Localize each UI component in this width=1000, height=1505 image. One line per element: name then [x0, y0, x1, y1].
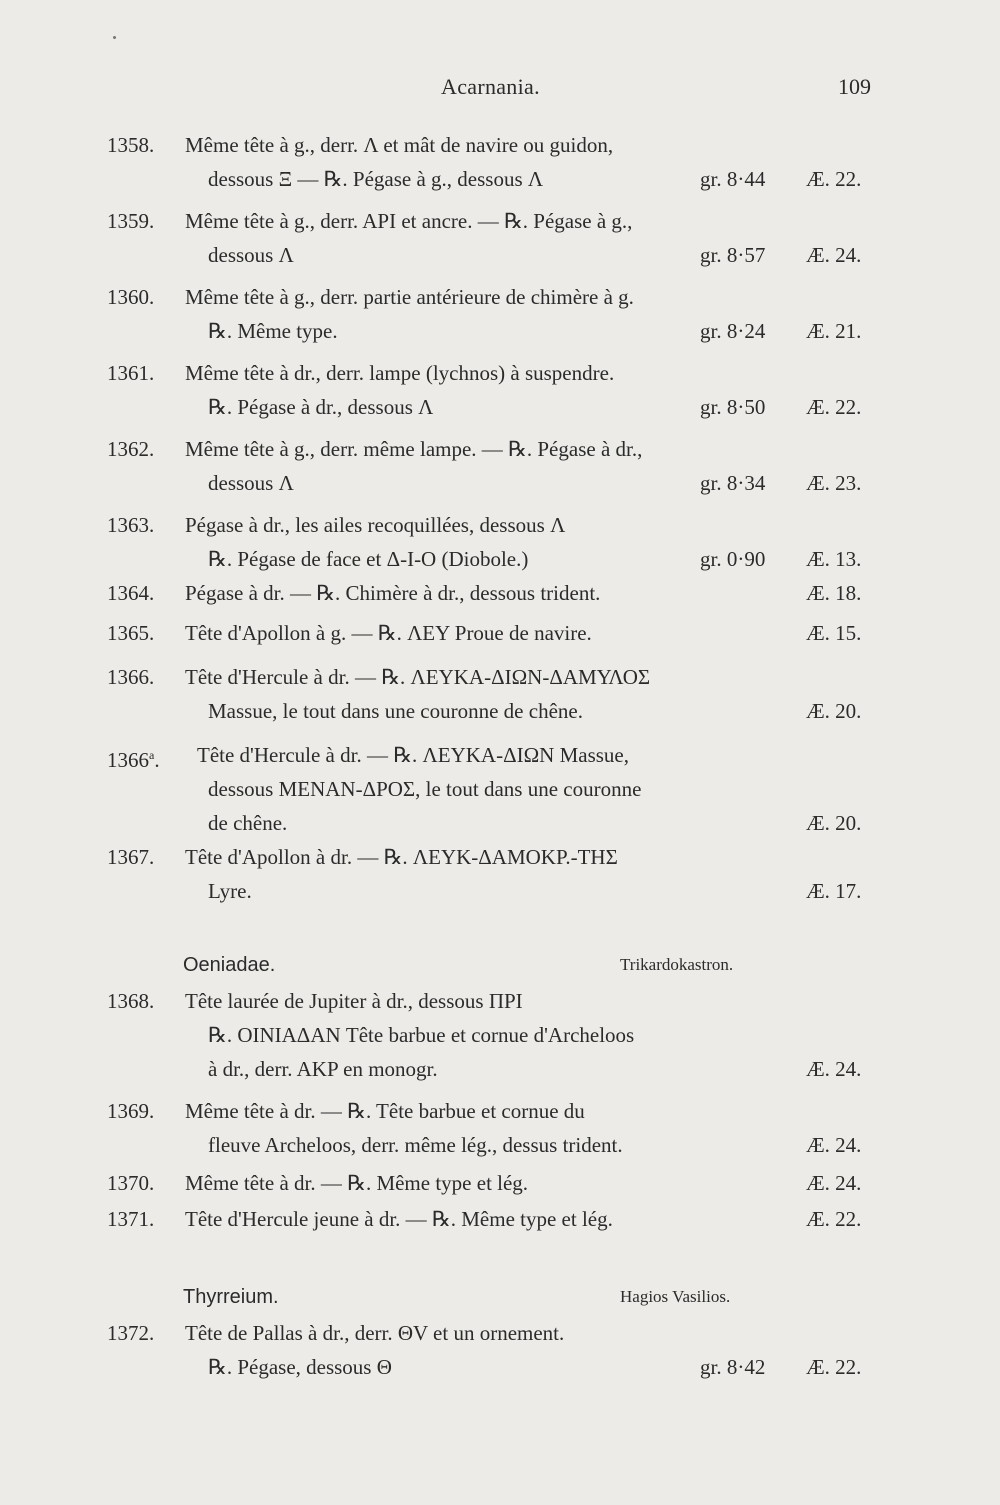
entry-line: [0, 874, 1000, 908]
entry-number-text: 1365.: [107, 621, 155, 645]
entry-number-text: 1366.: [107, 665, 155, 689]
entry-weight: gr. 8·24: [700, 319, 766, 343]
entry-metal-size: Æ. 17.: [806, 879, 862, 903]
entry-metal-size: Æ. 20.: [806, 699, 862, 723]
entry-number-text: 1372.: [107, 1321, 155, 1345]
entry-line: [0, 694, 1000, 728]
entry-number: [107, 204, 154, 238]
entry-number: [107, 508, 154, 542]
entry-metal-size: Æ. 24.: [806, 1171, 862, 1195]
entry-description-continued: ℞. Pégase de face et Δ-I-O (Diobole.): [208, 547, 529, 571]
entry-line: [0, 390, 1000, 424]
entry-description-continued: ℞. Même type.: [208, 319, 338, 343]
running-head: [0, 74, 1000, 104]
entry-line: [0, 356, 1000, 390]
entry-line: [0, 162, 1000, 196]
entry-line: [0, 1350, 1000, 1384]
entry-description-continued: Lyre.: [208, 879, 252, 903]
entry-number-text: 1361.: [107, 361, 155, 385]
entry-line: [0, 238, 1000, 272]
entry-line: [0, 1128, 1000, 1162]
catalogue-entry: [0, 280, 1000, 348]
entry-line: [0, 128, 1000, 162]
page-number: 109: [838, 74, 871, 99]
entry-description: Tête d'Apollon à g. — ℞. ΛΕΥ Proue de navire.: [185, 621, 592, 645]
entry-description: Tête d'Hercule à dr. — ℞. ΛΕΥΚΑ-ΔΙΩΝ-ΔΑΜΥΛΟΣ: [185, 665, 651, 689]
entry-line: [0, 1052, 1000, 1086]
entry-description: Même tête à g., derr. Λ et mât de navire ou guidon,: [185, 133, 614, 157]
catalogue-entry: [0, 204, 1000, 272]
entry-weight: gr. 8·42: [700, 1355, 766, 1379]
section-header-oeniadae: [0, 948, 1000, 982]
entry-description: Pégase à dr. — ℞. Chimère à dr., dessous trident.: [185, 581, 601, 605]
entry-line: [0, 1166, 1000, 1200]
entry-number: [107, 616, 154, 650]
entry-number: [107, 660, 154, 694]
catalogue-entry: [0, 576, 1000, 610]
entry-line: [0, 772, 1000, 806]
entry-line: [0, 314, 1000, 348]
entry-description: Même tête à g., derr. API et ancre. — ℞. Pégase à g.,: [185, 209, 633, 233]
section-location: Trikardokastron.: [620, 955, 734, 974]
entry-number: [107, 1316, 154, 1350]
entry-line: [0, 204, 1000, 238]
section-header-thyrreium: [0, 1280, 1000, 1314]
entry-description: Tête d'Hercule à dr. — ℞. ΛΕΥΚΑ-ΔΙΩΝ Massue,: [197, 743, 629, 767]
entry-number: [107, 840, 154, 874]
entry-metal-size: Æ. 18.: [806, 581, 862, 605]
entry-metal-size: Æ. 23.: [806, 471, 862, 495]
entry-description: Même tête à g., derr. même lampe. — ℞. Pégase à dr.,: [185, 437, 643, 461]
entry-description: Même tête à dr. — ℞. Même type et lég.: [185, 1171, 529, 1195]
entry-metal-size: Æ. 24.: [806, 1133, 862, 1157]
entry-number-text: 1369.: [107, 1099, 155, 1123]
entry-metal-size: Æ. 22.: [806, 395, 862, 419]
entry-description: Pégase à dr., les ailes recoquillées, dessous Λ: [185, 513, 566, 537]
entry-weight: gr. 0·90: [700, 547, 766, 571]
entry-line: [0, 660, 1000, 694]
catalogue-entry: [0, 616, 1000, 650]
entry-description-continued: dessous Ξ — ℞. Pégase à g., dessous Λ: [208, 167, 544, 191]
entry-number: [107, 1202, 154, 1236]
entry-number-superscript: a: [149, 748, 155, 762]
entry-number: [107, 1166, 154, 1200]
running-head-title: Acarnania.: [441, 74, 540, 99]
catalogue-entry: [0, 128, 1000, 196]
entry-weight: gr. 8·57: [700, 243, 766, 267]
entry-line: [0, 806, 1000, 840]
entry-line: [0, 508, 1000, 542]
entry-metal-size: Æ. 13.: [806, 547, 862, 571]
entry-metal-size: Æ. 21.: [806, 319, 862, 343]
entry-number-suffix: .: [154, 748, 160, 772]
catalogue-entry: [0, 356, 1000, 424]
entry-description: Tête d'Hercule jeune à dr. — ℞. Même type et lég.: [185, 1207, 613, 1231]
entry-description: Tête laurée de Jupiter à dr., dessous ΠΡΙ: [185, 989, 523, 1013]
entry-line: [0, 616, 1000, 650]
entry-number: [107, 576, 154, 610]
entry-description: Tête de Pallas à dr., derr. ΘV et un ornement.: [185, 1321, 565, 1345]
entry-line: [0, 280, 1000, 314]
entry-metal-size: Æ. 22.: [806, 1355, 862, 1379]
entry-description: Tête d'Apollon à dr. — ℞. ΛΕΥΚ-ΔΑΜΟΚΡ.-ΤΗΣ: [185, 845, 618, 869]
entry-number-text: 1370.: [107, 1171, 155, 1195]
entry-line: [0, 1018, 1000, 1052]
entry-line: [0, 1094, 1000, 1128]
entry-line: [0, 840, 1000, 874]
entry-number-text: 1366: [107, 748, 149, 772]
entry-description-continued: fleuve Archeloos, derr. même lég., dessus trident.: [208, 1133, 623, 1157]
entry-line: [0, 542, 1000, 576]
entry-weight: gr. 8·34: [700, 471, 766, 495]
entry-number-text: 1362.: [107, 437, 155, 461]
catalogue-entry: [0, 1166, 1000, 1200]
entry-number: [107, 128, 154, 162]
ink-speck: [113, 36, 116, 39]
entry-number: [107, 984, 154, 1018]
catalogue-entry: [0, 432, 1000, 500]
entry-line: [0, 1316, 1000, 1350]
entry-metal-size: Æ. 24.: [806, 1057, 862, 1081]
entry-description-continued: ℞. Pégase à dr., dessous Λ: [208, 395, 434, 419]
entry-description-continued: ℞. ΟΙΝΙΑΔΑΝ Tête barbue et cornue d'Archeloos: [208, 1023, 635, 1047]
catalogue-entry: [0, 1316, 1000, 1384]
entry-line: [0, 432, 1000, 466]
entry-line: [0, 984, 1000, 1018]
entry-number: [107, 280, 154, 314]
entry-line: [0, 576, 1000, 610]
entry-number: [107, 356, 154, 390]
entry-number-text: 1367.: [107, 845, 155, 869]
entry-description-continued: Massue, le tout dans une couronne de chêne.: [208, 699, 583, 723]
entry-number: [107, 1094, 154, 1128]
catalogue-entry: [0, 738, 1000, 840]
section-title: Oeniadae.: [183, 954, 276, 976]
entry-number-text: 1358.: [107, 133, 155, 157]
catalogue-entry: [0, 660, 1000, 728]
entry-number-text: 1363.: [107, 513, 155, 537]
entry-description-continued: à dr., derr. AKP en monogr.: [208, 1057, 438, 1081]
catalogue-entry: [0, 1094, 1000, 1162]
catalogue-entry: [0, 984, 1000, 1086]
section-title: Thyrreium.: [183, 1286, 279, 1308]
entry-description: Même tête à g., derr. partie antérieure de chimère à g.: [185, 285, 634, 309]
entry-description-continued: dessous ΜΕΝΑΝ-ΔΡΟΣ, le tout dans une couronne: [208, 777, 642, 801]
entry-line: [0, 1202, 1000, 1236]
entry-line: [0, 466, 1000, 500]
entry-number-text: 1364.: [107, 581, 155, 605]
entry-description-continued: de chêne.: [208, 811, 288, 835]
entry-metal-size: Æ. 15.: [806, 621, 862, 645]
section-location: Hagios Vasilios.: [620, 1287, 731, 1306]
entry-description-continued: dessous Λ: [208, 243, 294, 267]
entry-description: Même tête à dr. — ℞. Tête barbue et cornue du: [185, 1099, 585, 1123]
catalogue-entry: [0, 840, 1000, 908]
entry-metal-size: Æ. 22.: [806, 167, 862, 191]
entry-metal-size: Æ. 24.: [806, 243, 862, 267]
entry-number-text: 1371.: [107, 1207, 155, 1231]
entry-line: [0, 738, 1000, 772]
entry-description: Même tête à dr., derr. lampe (lychnos) à suspendre.: [185, 361, 615, 385]
entry-weight: gr. 8·50: [700, 395, 766, 419]
entry-number-text: 1368.: [107, 989, 155, 1013]
entry-number-text: 1359.: [107, 209, 155, 233]
entry-number-text: 1360.: [107, 285, 155, 309]
entry-metal-size: Æ. 20.: [806, 811, 862, 835]
catalogue-entry: [0, 1202, 1000, 1236]
entry-description-continued: ℞. Pégase, dessous Θ: [208, 1355, 392, 1379]
entry-number: [107, 432, 154, 466]
entry-metal-size: Æ. 22.: [806, 1207, 862, 1231]
entry-description-continued: dessous Λ: [208, 471, 294, 495]
catalogue-entry: [0, 508, 1000, 576]
entry-weight: gr. 8·44: [700, 167, 766, 191]
